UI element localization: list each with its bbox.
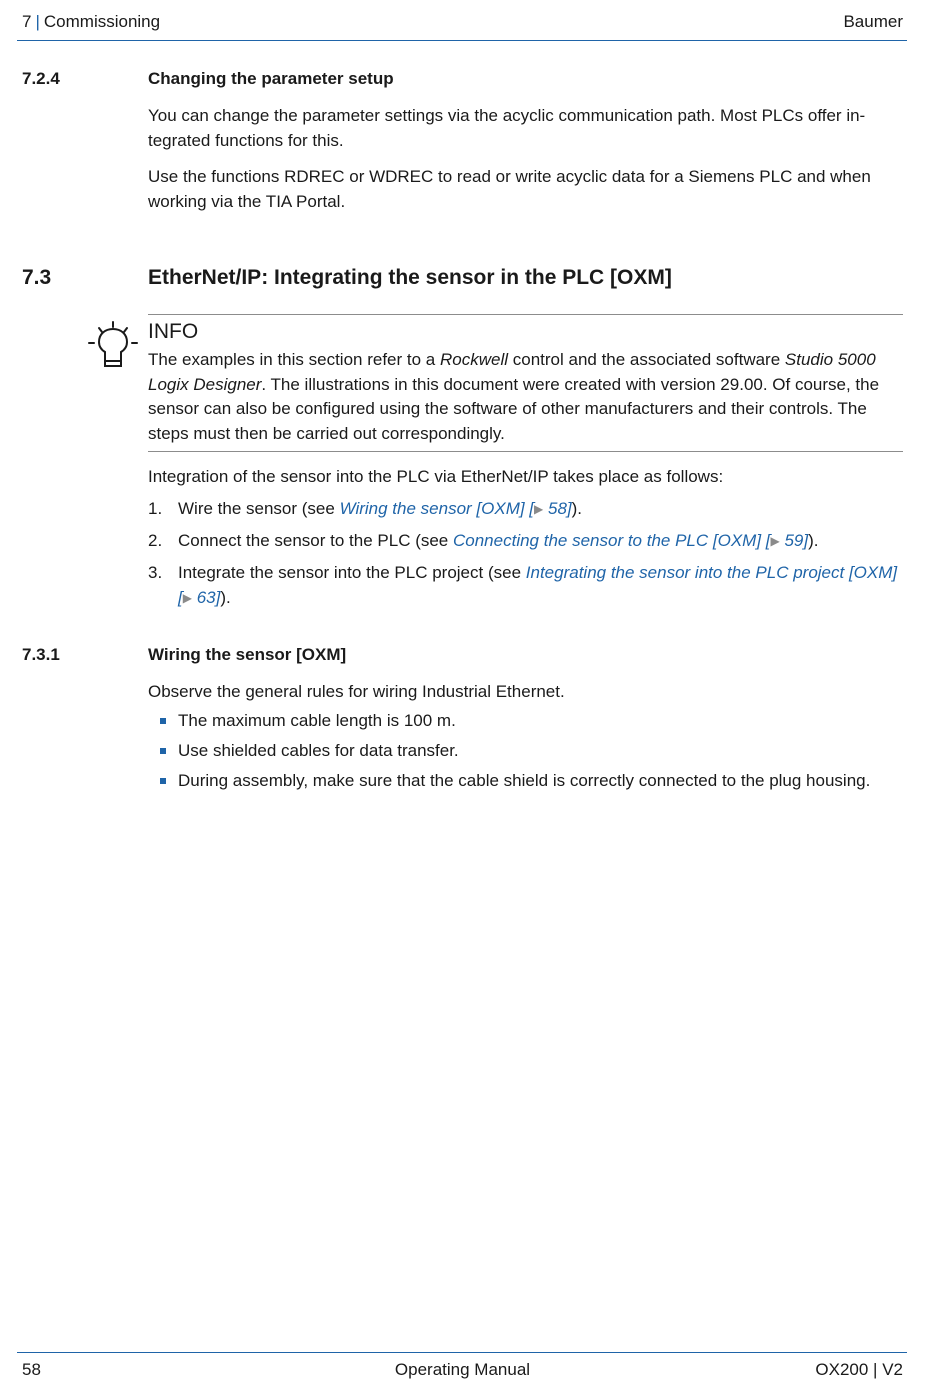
wiring-intro: Observe the general rules for wiring Industrial Ethernet. [148, 682, 565, 701]
link-connecting[interactable]: Connecting the sensor to the PLC [OXM] [▶ 59] [453, 531, 809, 550]
document-type: Operating Manual [394, 1360, 531, 1379]
page-header [22, 12, 903, 40]
paragraph-rdrec-wdrec: Use the functions RDREC or WDREC to read or write acyclic data for a Siemens PLC and when working via the TIA Portal. [148, 167, 871, 211]
step-item: 3. Integrate the sensor into the PLC project (see Integrating the sensor into the PLC project [OXM] [▶ 63]). [148, 563, 898, 607]
chapter-heading [22, 12, 160, 32]
wiring-rules-list [148, 710, 908, 800]
list-item: Use shielded cables for data transfer. [148, 740, 908, 770]
info-top-rule [148, 314, 903, 315]
list-item: During assembly, make sure that the cable shield is correctly connected to the plug housing. [148, 770, 908, 800]
square-bullet-icon [160, 748, 166, 754]
link-integrating[interactable]: Integrating the sensor into the PLC project [OXM] [▶ 63] [178, 563, 898, 607]
triangle-right-icon: ▶ [770, 534, 780, 548]
header-separator: | [35, 12, 40, 31]
section-title-7-3-1: Wiring the sensor [OXM] [148, 645, 347, 664]
list-item: The maximum cable length is 100 m. [148, 710, 908, 740]
info-text: The examples in this section refer to a Rockwell control and the associated software Studio 5000 Logix Designer. The illustrations in this document were created with version 29.00. Of course, the sensor can also be configured using the software of other manufacturers and their controls. The steps must then be carried out correspondingly. [148, 350, 880, 443]
info-label: INFO [148, 320, 199, 343]
info-studio: Studio 5000 Logix Designer [148, 350, 876, 394]
brand-name: Baumer [843, 12, 903, 31]
section-number-7-3: 7.3 [22, 266, 52, 289]
triangle-right-icon: ▶ [182, 590, 192, 605]
paragraph-acyclic: You can change the parameter settings via the acyclic communication path. Most PLCs offer in-tegrated functions for this. [148, 106, 866, 150]
step-item: 2. Connect the sensor to the PLC (see Connecting the sensor to the PLC [OXM] [▶ 59]). [148, 531, 819, 550]
section-title-7-3: EtherNet/IP: Integrating the sensor in the PLC [OXM] [148, 266, 672, 289]
page-number: 58 [22, 1360, 41, 1379]
lightbulb-icon [88, 320, 138, 370]
step-item: 1. Wire the sensor (see Wiring the sensor [OXM] [▶ 58]). [148, 499, 583, 518]
section-title-7-2-4: Changing the parameter setup [148, 69, 394, 88]
product-version: OX200 | V2 [815, 1360, 903, 1379]
square-bullet-icon [160, 778, 166, 784]
header-rule [17, 40, 907, 41]
chapter-number: 7 [22, 12, 32, 31]
link-wiring[interactable]: Wiring the sensor [OXM] [▶ 58] [339, 499, 572, 518]
integration-intro: Integration of the sensor into the PLC via EtherNet/IP takes place as follows: [148, 467, 724, 486]
chapter-title: Commissioning [43, 12, 161, 31]
info-bottom-rule [148, 451, 903, 452]
footer-rule [17, 1352, 907, 1353]
square-bullet-icon [160, 718, 166, 724]
section-number-7-3-1: 7.3.1 [22, 645, 60, 664]
section-number-7-2-4: 7.2.4 [22, 69, 60, 88]
triangle-right-icon: ▶ [534, 502, 544, 516]
info-rockwell: Rockwell [439, 350, 509, 369]
